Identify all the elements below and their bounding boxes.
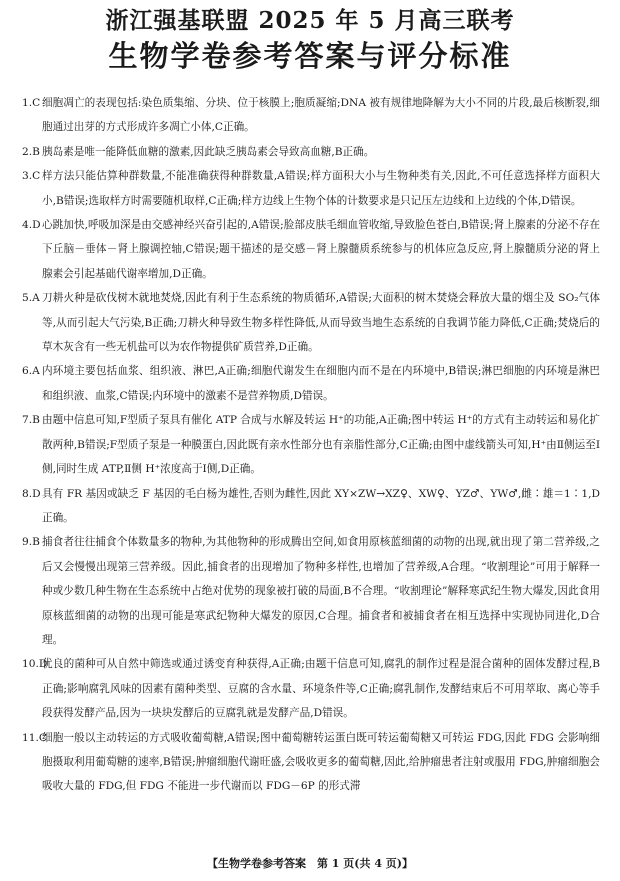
answer-explanation: 胰岛素是唯一能降低血糖的激素,因此缺乏胰岛素会导致高血糖,B正确。 [42,145,375,158]
page-footer: 【生物学卷参考答案 第 1 页(共 4 页)】 [206,857,414,870]
answer-item [22,164,600,213]
answer-explanation: 心跳加快,呼吸加深是由交感神经兴奋引起的,A错误;脸部皮肤毛细血管收缩,导致脸色苍白,B错误;肾上腺素的分泌不存在下丘脑－垂体－肾上腺调控轴,C错误;题干描述的是交感－肾上腺髓质系统参与的机体应急反应,肾上腺髓质分泌的肾上腺素会引起基础代谢率增加,D正确。 [42,219,600,280]
answer-explanation: 具有 FR 基因或缺乏 F 基因的毛白杨为雄性,否则为雌性,因此 XY×ZW→XZ♀、XW♀、YZ♂、YW♂,雌∶雄＝1∶1,D正确。 [42,487,600,524]
answer-number: 5.A [22,292,40,305]
answer-item [22,726,600,799]
answer-item [22,482,600,531]
answer-item [22,140,600,164]
answer-item [22,530,600,652]
answer-number: 1.C [22,97,41,109]
answer-item [22,213,600,286]
document-title: 生物学卷参考答案与评分标准 [108,39,512,73]
answer-number: 11.C [22,731,47,744]
answer-list [22,91,600,799]
answer-item [22,652,600,725]
answer-item [22,359,600,408]
answer-explanation: 细胞一般以主动转运的方式吸收葡萄糖,A错误;图中葡萄糖转运蛋白既可转运葡萄糖又可转运 FDG,因此 FDG 会影响细胞摄取利用葡萄糖的速率,B错误;肿瘤细胞代谢旺盛,会吸收更多的葡萄糖,因此,给肿瘤患者注射或服用 FDG,肿瘤细胞会吸收大量的 FDG,但 FDG 不能进一步代谢而以 FDG－6P 的形式滞 [42,731,600,793]
answer-number: 7.B [22,414,40,427]
answer-number: 9.B [22,536,40,549]
answer-number: 10.D [22,658,48,671]
answer-explanation: 捕食者往往捕食个体数量多的物种,为其他物种的形成腾出空间,如食用原核蓝细菌的动物的出现,就出现了第二营养级,之后又会慢慢出现第三营养级。因此,捕食者的出现增加了物种多样性,也增加了营养级,A合理。“收割理论”可用于解释一种或少数几种生物在生态系统中占绝对优势的现象被打破的局面,B不合理。“收割理论”解释寒武纪生物大爆发,因此食用原核蓝细菌的动物的出现可能是寒武纪物种大爆发的原因,C合理。捕食者和被捕食者在相互选择中实现协同进化,D合理。 [42,536,600,646]
answer-item [22,408,600,481]
answer-explanation: 刀耕火种是砍伐树木就地焚烧,因此有利于生态系统的物质循环,A错误;大面积的树木焚烧会释放大量的烟尘及 SO₂气体等,从而引起大气污染,B正确;刀耕火种导致生物多样性降低,从而导致当地生态系统的自我调节能力降低,C正确;焚烧后的草木灰含有一些无机盐可以为农作物提供矿质营养,D正确。 [42,292,600,354]
answer-explanation: 优良的菌种可从自然中筛选或通过诱变育种获得,A正确;由题干信息可知,腐乳的制作过程是混合菌种的固体发酵过程,B正确;影响腐乳风味的因素有菌种类型、豆腐的含水量、环境条件等,C正确;腐乳制作,发酵结束后不可用萃取、离心等手段获得发酵产品,因为一块块发酵后的豆腐乳就是发酵产品,D错误。 [42,658,600,720]
answer-number: 6.A [22,365,40,378]
exam-title: 浙江强基联盟 2025 年 5 月高三联考 [105,7,515,34]
answer-number: 8.D [22,487,41,500]
answer-explanation: 由题中信息可知,F型质子泵具有催化 ATP 合成与水解及转运 H⁺的功能,A正确;图中转运 H⁺的方式有主动转运和易化扩散两种,B错误;F型质子泵是一种膜蛋白,因此既有亲水性部分也有亲脂性部分,C正确;由图中虚线箭头可知,H⁺由Ⅱ侧运至Ⅰ侧,同时生成 ATP,Ⅱ侧 H⁺浓度高于Ⅰ侧,D正确。 [42,414,600,476]
answer-explanation: 内环境主要包括血浆、组织液、淋巴,A正确;细胞代谢发生在细胞内而不是在内环境中,B错误;淋巴细胞的内环境是淋巴和组织液、血浆,C错误;内环境中的激素不是营养物质,D错误。 [42,365,600,402]
answer-number: 4.D [22,219,41,232]
answer-explanation: 细胞凋亡的表现包括:染色质集缩、分块、位于核膜上;胞质凝缩;DNA 被有规律地降解为大小不同的片段,最后核断裂,细胞通过出芽的方式形成许多凋亡小体,C正确。 [42,97,600,134]
answer-number: 2.B [22,145,40,158]
answer-item [22,91,600,140]
answer-item [22,286,600,359]
header [0,6,620,75]
answer-explanation: 样方法只能估算种群数量,不能准确获得种群数量,A错误;样方面积大小与生物种类有关,因此,不可任意选择样方面积大小,B错误;选取样方时需要随机取样,C正确;样方边线上生物个体的计数要求是只记压左边线和上边线的个体,D错误。 [42,170,600,207]
answer-number: 3.C [22,170,41,183]
